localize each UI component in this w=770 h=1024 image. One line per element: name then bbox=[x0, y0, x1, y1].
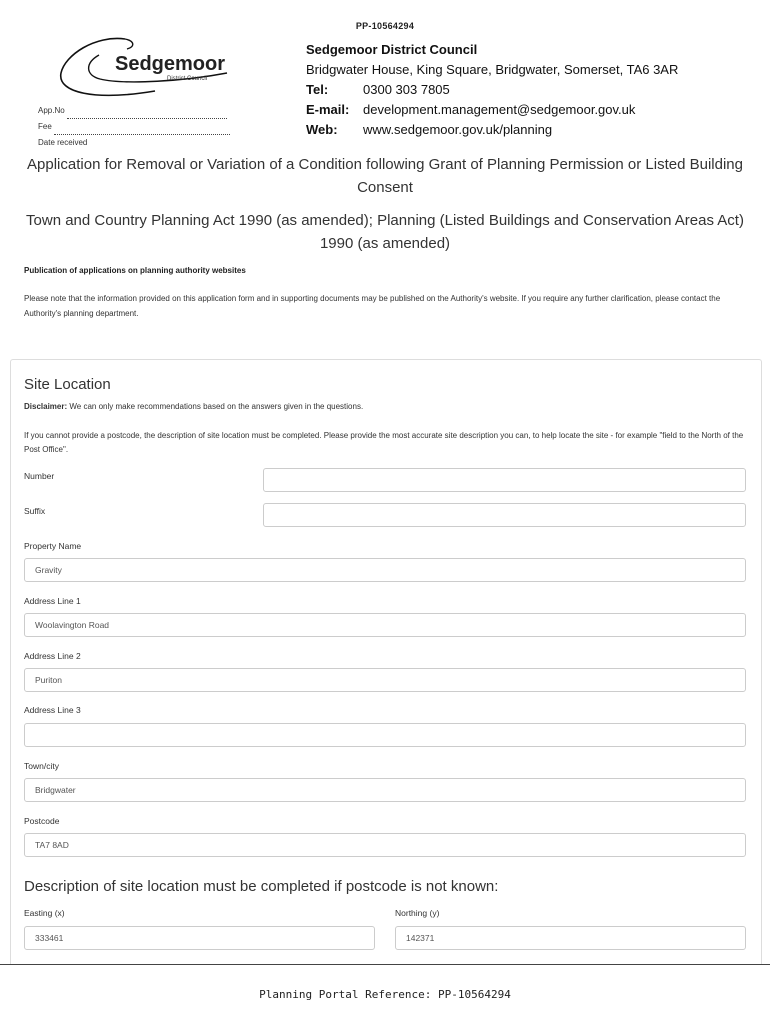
app-no-line bbox=[67, 110, 227, 119]
description-title: Description of site location must be completed if postcode is not known: bbox=[24, 878, 499, 895]
sedgemoor-logo bbox=[55, 33, 235, 103]
town-input[interactable]: Bridgwater bbox=[24, 778, 746, 802]
email-value[interactable]: development.management@sedgemoor.gov.uk bbox=[363, 102, 636, 117]
email-label: E-mail: bbox=[306, 102, 350, 117]
suffix-input[interactable] bbox=[263, 503, 746, 527]
number-input[interactable] bbox=[263, 468, 746, 492]
address-line-3-input[interactable] bbox=[24, 723, 746, 747]
disclaimer-text: We can only make recommendations based on the answers given in the questions. bbox=[69, 402, 364, 411]
tel-value: 0300 303 7805 bbox=[363, 82, 450, 97]
publication-text: Please note that the information provided on this application form and in supporting documents may be published on the Authority's website. If you require any further clarification, please contact the Authority's planning department. bbox=[24, 294, 721, 318]
date-received-label: Date received bbox=[38, 138, 88, 147]
number-label: Number bbox=[24, 471, 55, 481]
site-location-hint: If you cannot provide a postcode, the description of site location must be completed. Please provide the most accurate site description you can, to help locate the site - for example "field to the North of the Post Office". bbox=[24, 431, 744, 454]
act-title: Town and Country Planning Act 1990 (as amended); Planning (Listed Buildings and Conservation Areas Act) 1990 (as amended) bbox=[26, 212, 744, 252]
easting-label: Easting (x) bbox=[24, 908, 65, 918]
planning-portal-reference: Planning Portal Reference: PP-10564294 bbox=[259, 988, 511, 1001]
fee-line bbox=[54, 126, 230, 135]
council-details bbox=[306, 40, 678, 140]
postcode-input[interactable]: TA7 8AD bbox=[24, 833, 746, 857]
easting-input[interactable]: 333461 bbox=[24, 926, 375, 950]
form-title: Application for Removal or Variation of a Condition following Grant of Planning Permission or Listed Building Consent bbox=[27, 156, 743, 196]
office-use-block bbox=[38, 103, 230, 151]
page-divider bbox=[0, 964, 770, 965]
property-name-input[interactable]: Gravity bbox=[24, 558, 746, 582]
logo-subtitle: District Council bbox=[167, 76, 208, 82]
address-line-3-label: Address Line 3 bbox=[24, 705, 81, 715]
northing-label: Northing (y) bbox=[395, 908, 440, 918]
tel-label: Tel: bbox=[306, 82, 329, 97]
publication-heading: Publication of applications on planning authority websites bbox=[24, 266, 246, 275]
address-line-1-input[interactable]: Woolavington Road bbox=[24, 613, 746, 637]
address-line-2-input[interactable]: Puriton bbox=[24, 668, 746, 692]
web-value[interactable]: www.sedgemoor.gov.uk/planning bbox=[363, 122, 553, 137]
property-name-label: Property Name bbox=[24, 541, 82, 551]
fee-label: Fee bbox=[38, 122, 52, 131]
app-no-label: App.No bbox=[38, 106, 65, 115]
postcode-label: Postcode bbox=[24, 816, 60, 826]
disclaimer bbox=[24, 402, 363, 411]
web-label: Web: bbox=[306, 122, 338, 137]
site-location-title: Site Location bbox=[24, 376, 111, 393]
suffix-label: Suffix bbox=[24, 506, 46, 516]
reference-number-top: PP-10564294 bbox=[355, 21, 415, 31]
address-line-2-label: Address Line 2 bbox=[24, 651, 81, 661]
council-name: Sedgemoor District Council bbox=[306, 42, 478, 57]
address-line-1-label: Address Line 1 bbox=[24, 596, 81, 606]
logo-name: Sedgemoor bbox=[115, 53, 226, 75]
disclaimer-label: Disclaimer: bbox=[24, 402, 68, 411]
town-label: Town/city bbox=[24, 761, 59, 771]
council-address: Bridgwater House, King Square, Bridgwater, Somerset, TA6 3AR bbox=[306, 62, 679, 77]
northing-input[interactable]: 142371 bbox=[395, 926, 746, 950]
